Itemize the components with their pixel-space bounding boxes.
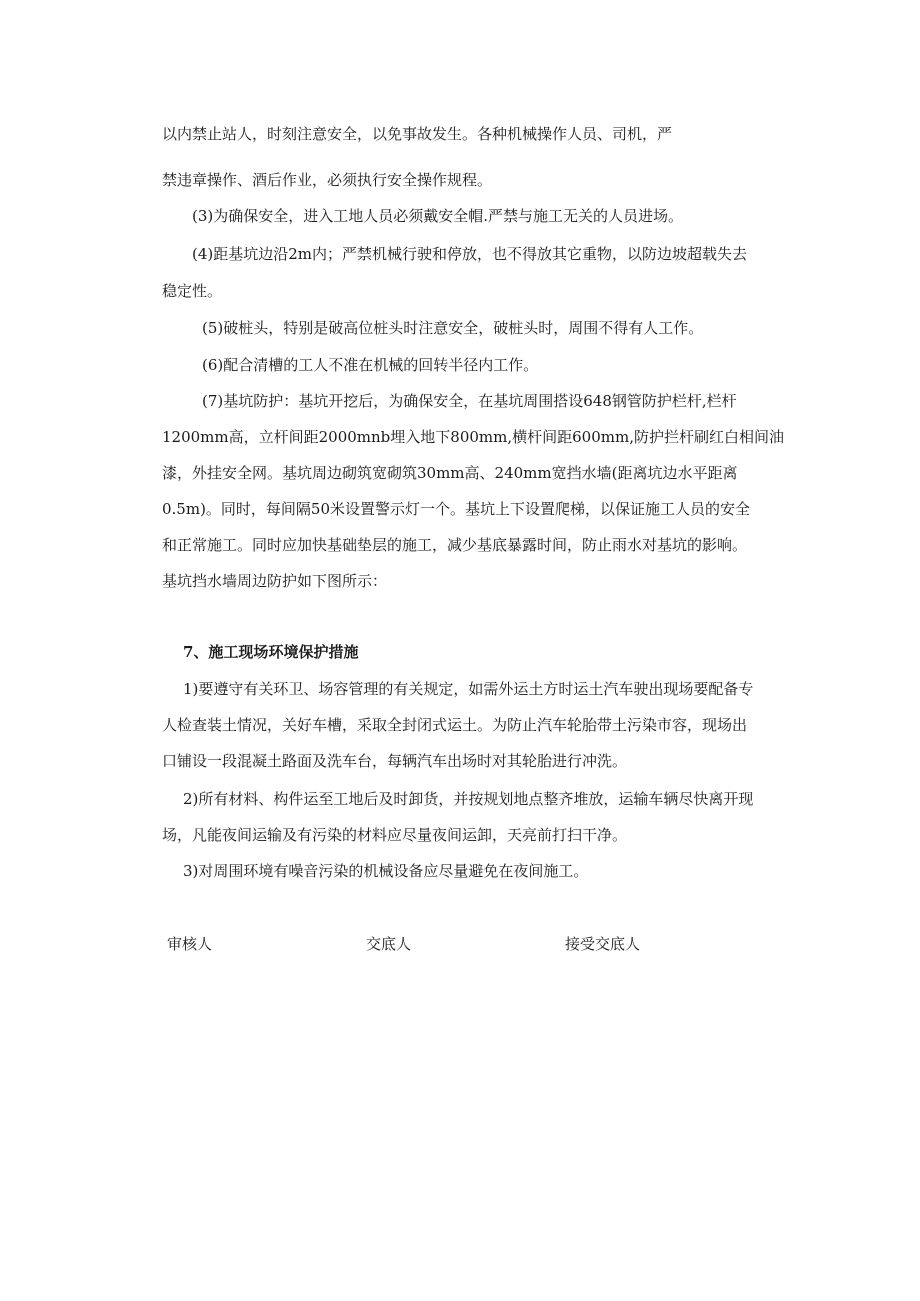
item-7-line-1: (7)基坑防护：基坑开挖后，为确保安全，在基坑周围搭设648钢管防护栏杆,栏杆 bbox=[202, 392, 737, 410]
item-7-line-4: 0.5m)。同时，每间隔50米设置警示灯一个。基坑上下设置爬梯，以保证施工人员的安全 bbox=[162, 500, 751, 518]
item-7-line-5: 和正常施工。同时应加快基础垫层的施工，减少基底暴露时间，防止雨水对基坑的影响。 bbox=[162, 536, 748, 554]
env-2-line-1: 2)所有材料、构件运至工地后及时卸货，并按规划地点整齐堆放，运输车辆尽快离开现 bbox=[183, 790, 754, 808]
item-7-line-3: 漆，外挂安全网。基坑周边砌筑宽砌筑30mm高、240mm宽挡水墙(距离坑边水平距离 bbox=[162, 464, 738, 482]
item-4-line-2: 稳定性。 bbox=[162, 282, 223, 300]
item-6: (6)配合清槽的工人不准在机械的回转半径内工作。 bbox=[202, 356, 539, 374]
reviewer-label: 审核人 bbox=[167, 935, 213, 953]
item-7-line-2: 1200mm高，立杆间距2000mnb埋入地下800mm,横杆间距600mm,防护拦杆刷红白相间油 bbox=[162, 428, 784, 446]
item-5: (5)破桩头，特别是破高位桩头时注意安全，破桩头时，周围不得有人工作。 bbox=[202, 319, 704, 337]
env-2-line-2: 场，凡能夜间运输及有污染的材料应尽量夜间运卸，天亮前打扫干净。 bbox=[162, 826, 628, 844]
presenter-label: 交底人 bbox=[366, 935, 412, 953]
item-4-line-1: (4)距基坑边沿2m内；严禁机械行驶和停放，也不得放其它重物，以防边坡超载失去 bbox=[192, 245, 748, 263]
env-1-line-2: 人检查装土情况，关好车槽，采取全封闭式运土。为防止汽车轮胎带土污染市容，现场出 bbox=[162, 716, 748, 734]
receiver-label: 接受交底人 bbox=[565, 935, 641, 953]
item-7-line-6: 基坑挡水墙周边防护如下图所示： bbox=[162, 572, 388, 590]
item-3: (3)为确保安全，进入工地人员必须戴安全帽.严禁与施工无关的人员进场。 bbox=[192, 207, 684, 225]
intro-line-1: 以内禁止站人，时刻注意安全，以免事故发生。各种机械操作人员、司机，严 bbox=[162, 125, 673, 143]
env-1-line-3: 口铺设一段混凝土路面及洗车台，每辆汽车出场时对其轮胎进行冲洗。 bbox=[162, 752, 628, 770]
env-3: 3)对周围环境有噪音污染的机械设备应尽量避免在夜间施工。 bbox=[183, 862, 589, 880]
intro-line-2: 禁违章操作、酒后作业，必须执行安全操作规程。 bbox=[162, 171, 493, 189]
env-1-line-1: 1)要遵守有关环卫、场容管理的有关规定，如需外运土方时运土汽车驶出现场要配备专 bbox=[183, 680, 754, 698]
section-7-title: 7、施工现场环境保护措施 bbox=[183, 643, 359, 661]
